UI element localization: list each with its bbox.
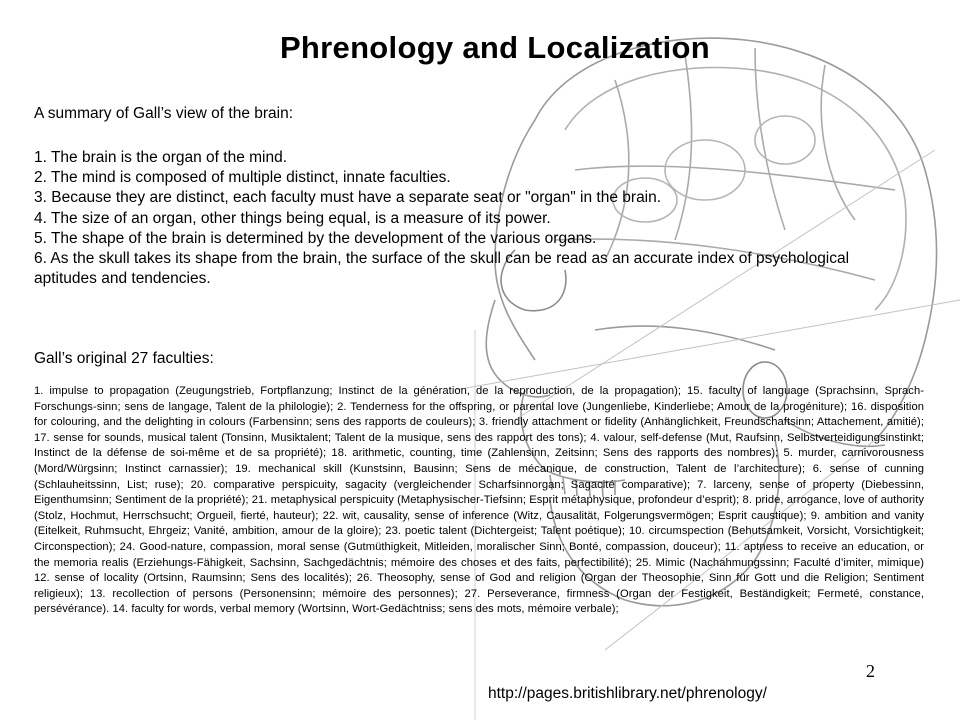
intro-text: A summary of Gall’s view of the brain: bbox=[34, 105, 294, 122]
list-item: 4. The size of an organ, other things being equal, is a measure of its power. bbox=[34, 209, 551, 227]
slide-number: 2 bbox=[866, 661, 875, 681]
page-title: Phrenology and Localization bbox=[279, 30, 711, 65]
list-item: 3. Because they are distinct, each faculty must have a separate seat or "organ" in the brain. bbox=[34, 189, 662, 207]
source-url-link[interactable]: http://pages.britishlibrary.net/phrenology/ bbox=[488, 685, 767, 702]
list-item: 1. The brain is the organ of the mind. bbox=[34, 149, 288, 166]
list-item: 2. The mind is composed of multiple distinct, innate faculties. bbox=[34, 169, 451, 187]
gall-points-list bbox=[34, 148, 914, 289]
faculties-heading: Gall’s original 27 faculties: bbox=[34, 350, 214, 367]
list-item: 5. The shape of the brain is determined by the development of the various organs. bbox=[34, 229, 597, 247]
faculties-paragraph: 1. impulse to propagation (Zeugungstrieb, Fortpflanzung; Instinct de la génération, de la reproduction, de la propagation); 15. faculty of language (Sprachsinn, Sprach-Forschungs-sinn; sens de langage, Talent de la philologie); 2. Tenderness for the offspring, or parental love (Jungenliebe, Kinderliebe; Amour de la progéniture); 16. disposition for colouring, and the delighting in colours (Farbensinn; sens des rapports de couleurs); 3. friendly attachment or fidelity (Anhänglichkeit, Freundschaftsinn; Attachement, amitié); 17. sense for sounds, musical talent (Tonsinn, Musiktalent; Talent de la musique, sens des rapport des tons); 4. valour, self-defense (Mut, Raufsinn, Selbstverteidigungsinstinkt; Instinct de la défense de soi-même et de sa propriété); 18. arithmetic, counting, time (Zahlensinn, Zeitsinn; Sens des rapports des nombres); 5. murder, carnivorousness (Mord/Würgsinn; Instinct carnassier); 19. mechanical skill (Kunstsinn, Bausinn; Sens de mécanique, de construction, Talent de l’architecture); 6. sense of cunning (Schlauheitssinn, List; ruse); 20. comparative perspicuity, sagacity (vergleichender Scharfsinnorgan; Sagacité comparative); 7. larceny, sense of property (Diebessinn, Eigenthumsinn; Sentiment de la propriété); 21. metaphysical perspicuity (Metaphysischer-Tiefsinn; Esprit métaphysique, profondeur d’esprit); 8. pride, arrogance, love of authority (Stolz, Hochmut, Herrschsucht; Orgueil, fierté, hauteur); 22. wit, causality, sense of inference (Witz, Causalität, Folgerungsvermögen; Esprit caustique); 9. ambition and vanity (Eitelkeit, Ruhmsucht, Ehrgeiz; Vanité, ambition, amour de la gloire); 23. poetic talent (Dichtergeist; Talent poétique); 10. circumspection (Behutsamkeit, Vorsicht, Vorsichtigkeit; Circonspection); 24. Good-nature, compassion, moral sense (Gutmüthigkeit, Mitleiden, moralischer Sinn; Bonté, compassion, douceur); 11. aptness to receive an education, or the memoria realis (Erziehungs-Fähigkeit, Sachsinn, Sachgedächtnis; mémoire des choses et des faits, perfectibilité); 25. Mimic (Nachahmungssinn; Faculté d’imiter, mimique) 12. sense of locality (Ortsinn, Raumsinn; Sens des localités); 26. Theosophy, sense of God and religion (Organ der Theosophie, Sinn für Gott und die Religion; Sentiment religieux); 13. recollection of persons (Personensinn; mémoire des personnes); 27. Perseverance, firmness (Organ der Festigkeit, Beständigkeit; Fermeté, constance, persévérance). 14. faculty for words, verbal memory (Wortsinn, Wort-Gedächtniss; sens des mots, mémoire verbale); bbox=[34, 385, 924, 616]
list-item: 6. As the skull takes its shape from the brain, the surface of the skull can be read as an accurate index of psychological aptitudes and tendencies. bbox=[34, 250, 850, 288]
